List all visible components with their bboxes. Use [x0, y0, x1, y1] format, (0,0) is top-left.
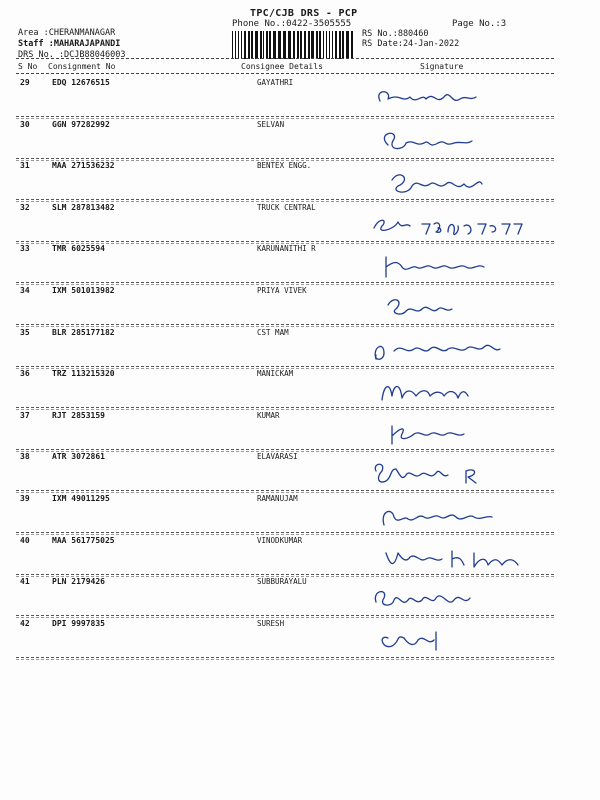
consignee-name: PRIYA VIVEK: [257, 286, 307, 295]
rs-number: RS No.:880460: [362, 29, 429, 39]
table-row: [0, 494, 600, 535]
row-serial-number: 35: [20, 327, 30, 337]
table-row: [0, 120, 600, 161]
consignment-number: RJT 2853159: [52, 410, 105, 420]
row-serial-number: 42: [20, 618, 30, 628]
drs-number: DRS No. :DCJB88046003: [18, 50, 126, 60]
table-row: [0, 369, 600, 410]
consignment-number: MAA 271536232: [52, 161, 115, 171]
consignee-name: MANICKAM: [257, 369, 294, 379]
row-divider: [16, 366, 554, 367]
phone-number: Phone No.:0422-3505555: [232, 19, 352, 29]
consignee-name: RAMANUJAM: [257, 494, 298, 503]
table-row: [0, 411, 600, 452]
consignment-number: TRZ 113215320: [52, 369, 115, 379]
row-divider: [16, 449, 554, 450]
consignment-number: ATR 3072861: [52, 452, 105, 462]
handwritten-signature: [370, 251, 570, 281]
row-serial-number: 40: [20, 535, 30, 545]
consignee-name: CST MAM: [257, 327, 289, 337]
consignee-name: SELVAN: [257, 119, 285, 129]
row-serial-number: 38: [20, 452, 30, 462]
table-row: [0, 203, 600, 244]
handwritten-signature: [370, 543, 570, 573]
column-header-consignment: Consignment No: [48, 62, 116, 71]
consignment-number: EDQ 12676515: [52, 78, 110, 87]
row-divider-faint: [16, 659, 554, 660]
consignment-number: TMR 6025594: [52, 244, 105, 254]
consignee-name: VINODKUMAR: [257, 535, 303, 545]
row-serial-number: 33: [20, 244, 30, 254]
table-row: [0, 619, 600, 660]
row-divider: [16, 490, 554, 491]
consignment-number: BLR 285177182: [52, 327, 115, 337]
row-divider: [16, 324, 554, 325]
consignee-name: TRUCK CENTRAL: [257, 202, 316, 212]
consignment-number: SLM 287813482: [52, 202, 115, 212]
row-serial-number: 29: [20, 78, 30, 87]
row-serial-number: 32: [20, 202, 30, 212]
page-number: Page No.:3: [452, 19, 507, 29]
document-title: TPC/CJB DRS - PCP: [250, 8, 358, 19]
consignment-number: IXM 49011295: [52, 494, 110, 503]
handwritten-signature: [370, 626, 570, 656]
column-header-consignee: Consignee Details: [241, 62, 323, 71]
handwritten-signature: [370, 459, 570, 489]
row-divider: [16, 241, 554, 242]
row-divider: [16, 574, 554, 575]
column-header-signature: Signature: [420, 62, 464, 71]
handwritten-signature: [370, 501, 570, 531]
column-divider: [16, 73, 554, 74]
handwritten-signature: [370, 335, 570, 365]
consignment-number: GGN 97282992: [52, 119, 110, 129]
table-row: [0, 78, 600, 119]
column-header-sno: S No: [18, 62, 38, 71]
consignee-name: BENTEX ENGG.: [257, 161, 312, 171]
handwritten-signature: [370, 293, 570, 323]
consignee-name: KARUNANITHI R: [257, 244, 316, 254]
handwritten-signature: [370, 376, 570, 406]
rs-date: RS Date:24-Jan-2022: [362, 39, 460, 49]
consignee-name: GAYATHRI: [257, 78, 294, 87]
staff-label: Staff :MAHARAJAPANDI: [18, 39, 121, 49]
table-row: [0, 244, 600, 285]
consignment-number: PLN 2179426: [52, 577, 105, 587]
row-serial-number: 31: [20, 161, 30, 171]
table-row: [0, 161, 600, 202]
row-divider: [16, 282, 554, 283]
consignment-number: DPI 9997835: [52, 618, 105, 628]
row-divider: [16, 199, 554, 200]
rs-info: [362, 29, 459, 49]
handwritten-signature: [370, 418, 570, 448]
row-serial-number: 34: [20, 286, 30, 295]
area-label: Area :CHERANMANAGAR: [18, 28, 116, 38]
row-serial-number: 30: [20, 119, 30, 129]
consignee-name: ELAVARASI: [257, 452, 298, 462]
row-divider: [16, 657, 554, 658]
row-divider: [16, 116, 554, 117]
handwritten-signature: [370, 85, 570, 115]
table-row: [0, 452, 600, 493]
handwritten-signature: [370, 168, 570, 198]
row-divider: [16, 532, 554, 533]
row-divider: [16, 407, 554, 408]
row-serial-number: 36: [20, 369, 30, 379]
consignee-name: KUMAR: [257, 410, 280, 420]
row-serial-number: 41: [20, 577, 30, 587]
consignment-number: MAA 561775025: [52, 535, 115, 545]
row-divider: [16, 615, 554, 616]
row-serial-number: 39: [20, 494, 30, 503]
row-divider: [16, 158, 554, 159]
header-divider: [16, 58, 554, 59]
row-serial-number: 37: [20, 410, 30, 420]
table-row: [0, 328, 600, 369]
table-row: [0, 536, 600, 577]
table-row: [0, 286, 600, 327]
handwritten-signature: [370, 584, 570, 614]
header-info: [18, 28, 125, 61]
consignment-number: IXM 501013982: [52, 286, 115, 295]
handwritten-signature: [370, 127, 570, 157]
consignee-name: SUBBURAYALU: [257, 577, 307, 587]
consignee-name: SURESH: [257, 618, 285, 628]
handwritten-signature: [370, 210, 570, 240]
barcode-icon: [230, 30, 356, 60]
table-row: [0, 577, 600, 618]
